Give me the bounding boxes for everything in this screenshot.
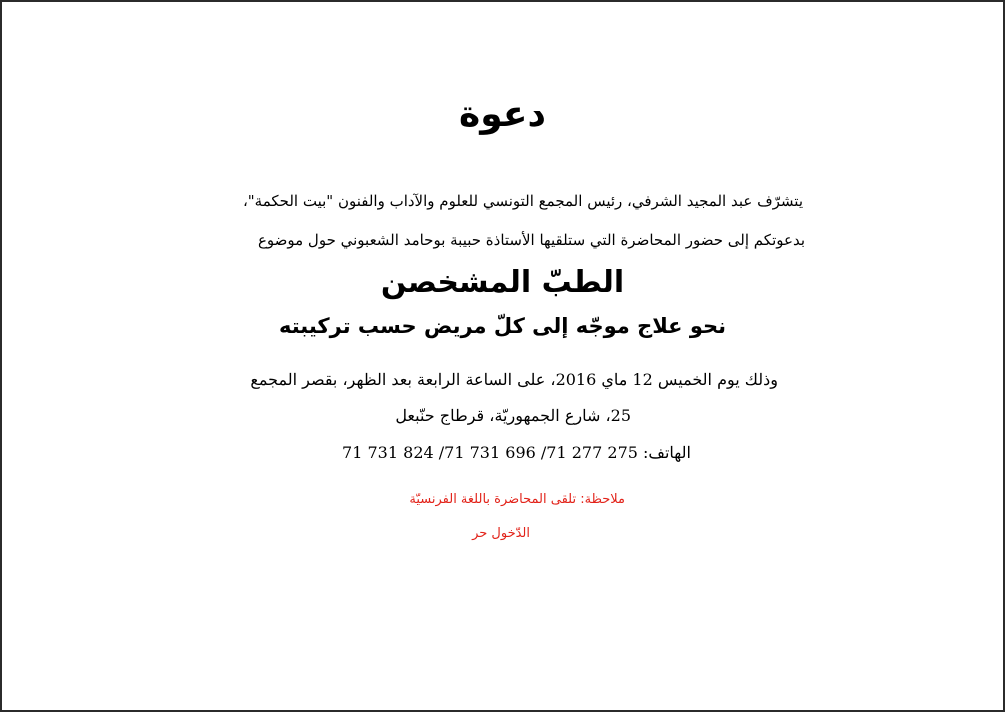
phone-line: الهاتف: 275 277 71/ 696 731 71/ 824 731 71 bbox=[342, 443, 691, 462]
free-entry-note: الدّخول حر bbox=[472, 526, 530, 541]
lecture-subtitle: نحو علاج موجّه إلى كلّ مريض حسب تركيبته bbox=[278, 314, 727, 338]
lecture-subject: الطبّ المشخصن bbox=[380, 265, 625, 300]
date-time-line: وذلك يوم الخميس 12 ماي 2016، على الساعة الرابعة بعد الظهر، بقصر المجمع bbox=[250, 370, 778, 389]
host-line: يتشرّف عبد المجيد الشرفي، رئيس المجمع التونسي للعلوم والآداب والفنون "بيت الحكمة"، bbox=[242, 192, 803, 210]
invitation-title: دعوة bbox=[459, 94, 546, 135]
invite-line: بدعوتكم إلى حضور المحاضرة التي ستلقيها الأستاذة حبيبة بوحامد الشعبوني حول موضوع bbox=[257, 231, 805, 249]
address-line: 25، شارع الجمهوريّة، قرطاج حنّبعل bbox=[395, 406, 631, 425]
language-note: ملاحظة: تلقى المحاضرة باللغة الفرنسيّة bbox=[409, 492, 625, 507]
